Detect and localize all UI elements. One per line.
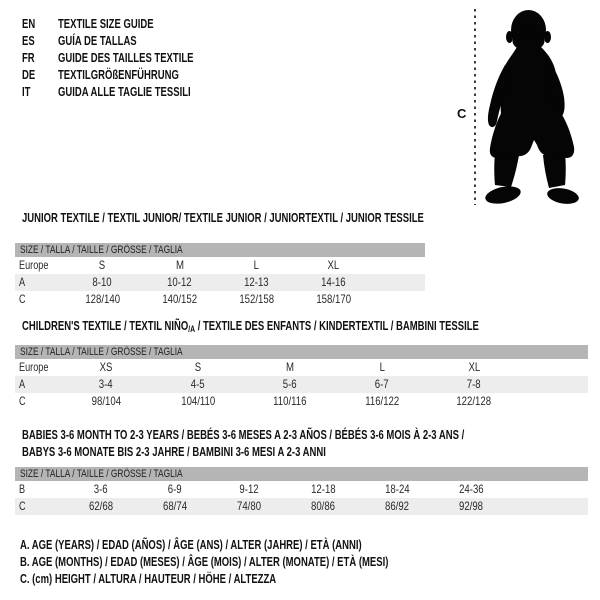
babies-size-table [15, 467, 588, 515]
size-value-cell: 6-7 [375, 377, 389, 391]
language-row-it [22, 84, 236, 101]
language-code: ES [22, 34, 35, 48]
row-label: C [19, 292, 26, 306]
language-legend [22, 16, 236, 101]
size-value-cell: 110/116 [273, 394, 307, 408]
size-value-cell: M [286, 360, 294, 374]
language-row-de [22, 67, 236, 84]
size-value-cell: 68/74 [162, 499, 188, 513]
size-value-cell: 122/128 [456, 394, 492, 408]
size-value-cell: 104/110 [181, 394, 215, 408]
size-table-header: SIZE / TALLA / TAILLE / GRÖSSE / TAGLIA [15, 467, 588, 481]
table-row [15, 393, 588, 410]
language-text: TEXTILE SIZE GUIDE [58, 17, 154, 31]
size-value-cell: XL [327, 258, 340, 272]
size-table-header: SIZE / TALLA / TAILLE / GRÖSSE / TAGLIA [15, 243, 425, 257]
size-value-cell: 4-5 [191, 377, 205, 391]
table-row [15, 498, 588, 515]
row-spacer [372, 291, 425, 308]
size-value-cell: S [99, 258, 106, 272]
row-label: A [19, 275, 26, 289]
size-value-cell: M [175, 258, 184, 272]
size-value-cell: 12-18 [310, 482, 336, 496]
size-value-cell: XS [99, 360, 113, 374]
size-value-cell: 3-4 [99, 377, 113, 391]
size-value-cell: 92/98 [458, 499, 484, 513]
size-table-header: SIZE / TALLA / TAILLE / GRÖSSE / TAGLIA [15, 345, 588, 359]
table-row [15, 481, 588, 498]
table-row [15, 291, 425, 308]
size-value-cell: 7-8 [467, 377, 481, 391]
row-label: A [19, 377, 26, 391]
language-text: TEXTILGRÖßENFÜHRUNG [58, 68, 179, 82]
size-value-cell: 98/104 [91, 394, 121, 408]
size-value-cell: XL [468, 360, 480, 374]
row-spacer [520, 359, 588, 376]
size-value-cell: 128/140 [85, 292, 120, 306]
size-value-cell: 24-36 [458, 482, 484, 496]
language-code: FR [22, 51, 35, 65]
size-value-cell: L [379, 360, 385, 374]
row-spacer [372, 257, 425, 274]
language-row-es [22, 33, 236, 50]
size-value-cell: 152/158 [239, 292, 274, 306]
size-value-cell: 74/80 [236, 499, 262, 513]
language-text: GUÍA DE TALLAS [58, 34, 137, 48]
legend-footnotes [20, 537, 505, 588]
section-title-junior: JUNIOR TEXTILE / TEXTIL JUNIOR/ TEXTILE JUNIOR / JUNIORTEXTIL / JUNIOR TESSILE [22, 211, 424, 225]
junior-size-table [15, 243, 425, 308]
language-row-fr [22, 50, 236, 67]
size-value-cell: L [253, 258, 260, 272]
size-value-cell: S [194, 360, 202, 374]
language-text: GUIDE DES TAILLES TEXTILE [58, 51, 194, 65]
table-row [15, 359, 588, 376]
size-value-cell: 116/122 [365, 394, 399, 408]
height-measure-label: C [457, 106, 467, 121]
size-value-cell: 5-6 [283, 377, 297, 391]
size-value-cell: 86/92 [384, 499, 410, 513]
language-code: IT [22, 85, 31, 99]
section-title-babies: BABIES 3-6 MONTH TO 2-3 YEARS / BEBÉS 3-6 MESES A 2-3 AÑOS / BÉBÉS 3-6 MOIS À 2-3 ANS / BABYS 3-6 MONATE BIS 2-3 JAHRE / BAMBINI 3-6 MESI A 2-3 ANNI [22, 428, 465, 459]
baby-silhouette-icon [481, 5, 594, 205]
babies-table-rows [15, 481, 588, 515]
children-table-rows [15, 359, 588, 410]
section-title-children: CHILDREN'S TEXTILE / TEXTIL NIÑO/A / TEXTILE DES ENFANTS / KINDERTEXTIL / BAMBINI TESSILE [22, 319, 479, 334]
size-value-cell: 9-12 [239, 482, 259, 496]
row-label: C [19, 394, 26, 408]
language-row-en [22, 16, 236, 33]
row-spacer [520, 393, 588, 410]
footnote-c: C. (cm) HEIGHT / ALTURA / HAUTEUR / HÖHE / ALTEZZA [20, 572, 277, 586]
children-size-table [15, 345, 588, 410]
size-value-cell: 12-13 [244, 275, 269, 289]
language-text: GUIDA ALLE TAGLIE TESSILI [58, 85, 191, 99]
size-value-cell: 18-24 [384, 482, 410, 496]
table-row [15, 376, 588, 393]
footnote-a: A. AGE (YEARS) / EDAD (AÑOS) / ÂGE (ANS) / ALTER (JAHRE) / ETÀ (ANNI) [20, 538, 362, 552]
junior-table-rows [15, 257, 425, 308]
table-row [15, 274, 425, 291]
row-label: Europe [19, 360, 49, 374]
footnote-b: B. AGE (MONTHS) / EDAD (MESES) / ÂGE (MOIS) / ALTER (MONATE) / ETÀ (MESI) [20, 555, 389, 569]
size-value-cell: 62/68 [88, 499, 114, 513]
size-value-cell: 158/170 [316, 292, 351, 306]
size-value-cell: 14-16 [321, 275, 346, 289]
row-label: C [19, 499, 26, 513]
row-label: Europe [19, 258, 49, 272]
table-row [15, 257, 425, 274]
size-value-cell: 8-10 [92, 275, 113, 289]
size-value-cell: 6-9 [168, 482, 182, 496]
row-label: B [19, 482, 26, 496]
row-spacer [520, 376, 588, 393]
size-value-cell: 140/152 [162, 292, 197, 306]
size-value-cell: 10-12 [167, 275, 192, 289]
language-code: EN [22, 17, 36, 31]
language-code: DE [22, 68, 36, 82]
size-value-cell: 3-6 [94, 482, 108, 496]
height-dashed-line [474, 9, 476, 205]
row-spacer [508, 498, 588, 515]
size-value-cell: 80/86 [310, 499, 336, 513]
row-spacer [372, 274, 425, 291]
row-spacer [508, 481, 588, 498]
